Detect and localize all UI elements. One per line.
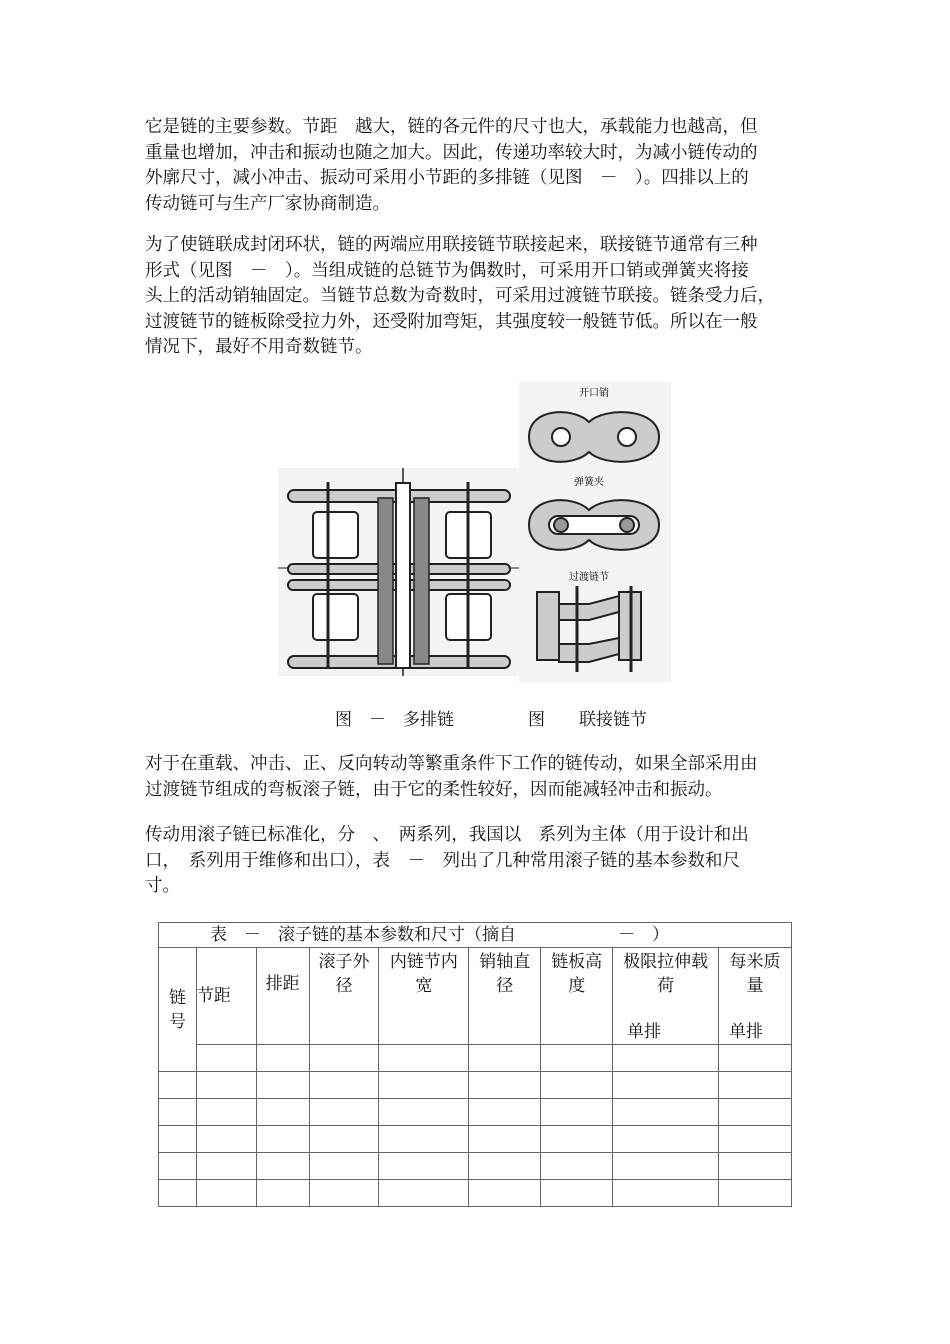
table-cell (309, 1045, 379, 1072)
header-inner-width: 内链节内宽 (379, 948, 469, 1045)
table-row (159, 1180, 792, 1207)
header-plate-height: 链板高度 (541, 948, 613, 1045)
header-mass-per-meter: 每米质量 单排 (719, 948, 792, 1045)
header-pin-diameter: 销轴直径 (469, 948, 541, 1045)
table-title: 表 － 滚子链的基本参数和尺寸（摘自 － ） (159, 923, 792, 948)
table-cell (613, 1045, 719, 1072)
table-row (159, 1072, 792, 1099)
text-line: 为了使链联成封闭环状，链的两端应用联接链节联接起来，联接链节通常有三种 (145, 235, 758, 255)
figure-caption-connecting-link: 图 联接链节 (528, 710, 647, 730)
paragraph-standardization (145, 823, 815, 900)
text-line: 过渡链节组成的弯板滚子链，由于它的柔性较好，因而能减轻冲击和振动。 (145, 779, 723, 800)
header-chain-no: 链号 (159, 948, 197, 1072)
paragraph-bent-plate-chain (145, 752, 815, 803)
multi-row-chain-figure (278, 468, 520, 676)
text-line: 寸。 (145, 876, 180, 896)
connecting-link-figure (519, 382, 671, 682)
text-line: 传动用滚子链已标准化，分 、 两系列，我国以 系列为主体（用于设计和出 (145, 825, 749, 845)
text-line: 重量也增加，冲击和振动也随之加大。因此，传递功率较大时，为减小链传动的 (145, 142, 758, 163)
text-line: 口， 系列用于维修和出口），表 － 列出了几种常用滚子链的基本参数和尺 (145, 850, 740, 871)
text-line: 头上的活动销轴固定。当链节总数为奇数时，可采用过渡链节联接。链条受力后， (145, 286, 775, 306)
table-cell (256, 1045, 309, 1072)
table-cell (541, 1045, 613, 1072)
header-tensile-single-row: 单排 (627, 1022, 662, 1042)
text-line: 情况下，最好不用奇数链节。 (145, 337, 373, 357)
table-row (159, 1099, 792, 1126)
paragraph-connecting-links (145, 233, 815, 361)
link-label-open-pin: 开口销 (579, 388, 609, 399)
table-cell (469, 1045, 541, 1072)
header-tensile-load: 极限拉伸载荷 单排 (613, 948, 719, 1045)
link-label-spring-clip: 弹簧夹 (574, 477, 604, 488)
header-pitch: 节距 (196, 948, 256, 1045)
table-cell (196, 1045, 256, 1072)
table-cell (379, 1045, 469, 1072)
table-row (159, 1153, 792, 1180)
text-line: 形式（见图 － ）。当组成链的总链节为偶数时，可采用开口销或弹簧夹将接 (145, 260, 749, 281)
link-label-transition: 过渡链节 (569, 572, 609, 583)
roller-chain-parameters-table (158, 922, 792, 1207)
text-line: 外廓尺寸，减小冲击、振动可采用小节距的多排链（见图 － ）。四排以上的 (145, 168, 749, 188)
header-roller-diameter: 滚子外径 (309, 948, 379, 1045)
text-line: 传动链可与生产厂家协商制造。 (145, 193, 390, 214)
text-line: 它是链的主要参数。节距 越大，链的各元件的尺寸也大，承载能力也越高，但 (145, 117, 758, 137)
header-mass-single-row: 单排 (729, 1022, 764, 1042)
header-row-spacing: 排距 (256, 948, 309, 1045)
text-line: 对于在重载、冲击、正、反向转动等繁重条件下工作的链传动，如果全部采用由 (145, 754, 758, 774)
figure-caption-multi-row: 图 － 多排链 (335, 710, 454, 730)
table-row (159, 1126, 792, 1153)
text-line: 过渡链节的链板除受拉力外，还受附加弯矩，其强度较一般链节低。所以在一般 (145, 311, 758, 332)
table-cell (719, 1045, 792, 1072)
paragraph-pitch (145, 115, 815, 217)
